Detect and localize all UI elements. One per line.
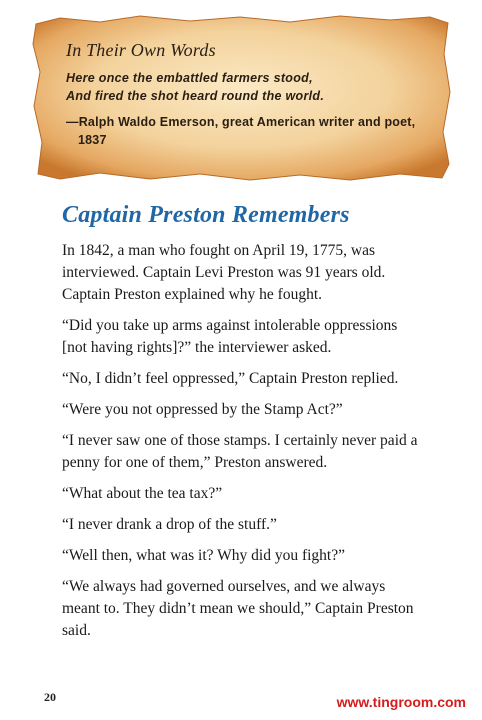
paragraph: “What about the tea tax?” — [62, 485, 223, 502]
section-title: Captain Preston Remembers — [62, 202, 350, 228]
quote-attribution: —Ralph Waldo Emerson, great American writer and poet, 1837 — [66, 115, 416, 147]
paragraph: “No, I didn’t feel oppressed,” Captain Preston replied. — [62, 370, 399, 387]
article-body — [62, 240, 422, 651]
paragraph: “Well then, what was it? Why did you fight?” — [62, 547, 345, 564]
watermark-url: www.tingroom.com — [336, 694, 466, 710]
paragraph: “We always had governed ourselves, and we always meant to. They didn’t mean we should,” Captain Preston said. — [62, 578, 414, 639]
paragraph: “Did you take up arms against intolerable oppressions [not having rights]?” the interviewer asked. — [62, 317, 398, 356]
sidebar-quote-title: In Their Own Words — [66, 40, 216, 60]
page-number: 20 — [44, 690, 56, 704]
quote-line-1: Here once the embattled farmers stood, — [66, 71, 313, 85]
paragraph: In 1842, a man who fought on April 19, 1775, was interviewed. Captain Levi Preston was 91 years old. Captain Preston explained why he fought. — [62, 242, 386, 303]
paragraph: “I never saw one of those stamps. I certainly never paid a penny for one of them,” Preston answered. — [62, 432, 418, 471]
quote-line-2: And fired the shot heard round the world. — [66, 89, 325, 103]
paragraph: “I never drank a drop of the stuff.” — [62, 516, 277, 533]
paragraph: “Were you not oppressed by the Stamp Act?” — [62, 401, 343, 418]
sidebar-quote — [66, 40, 416, 149]
